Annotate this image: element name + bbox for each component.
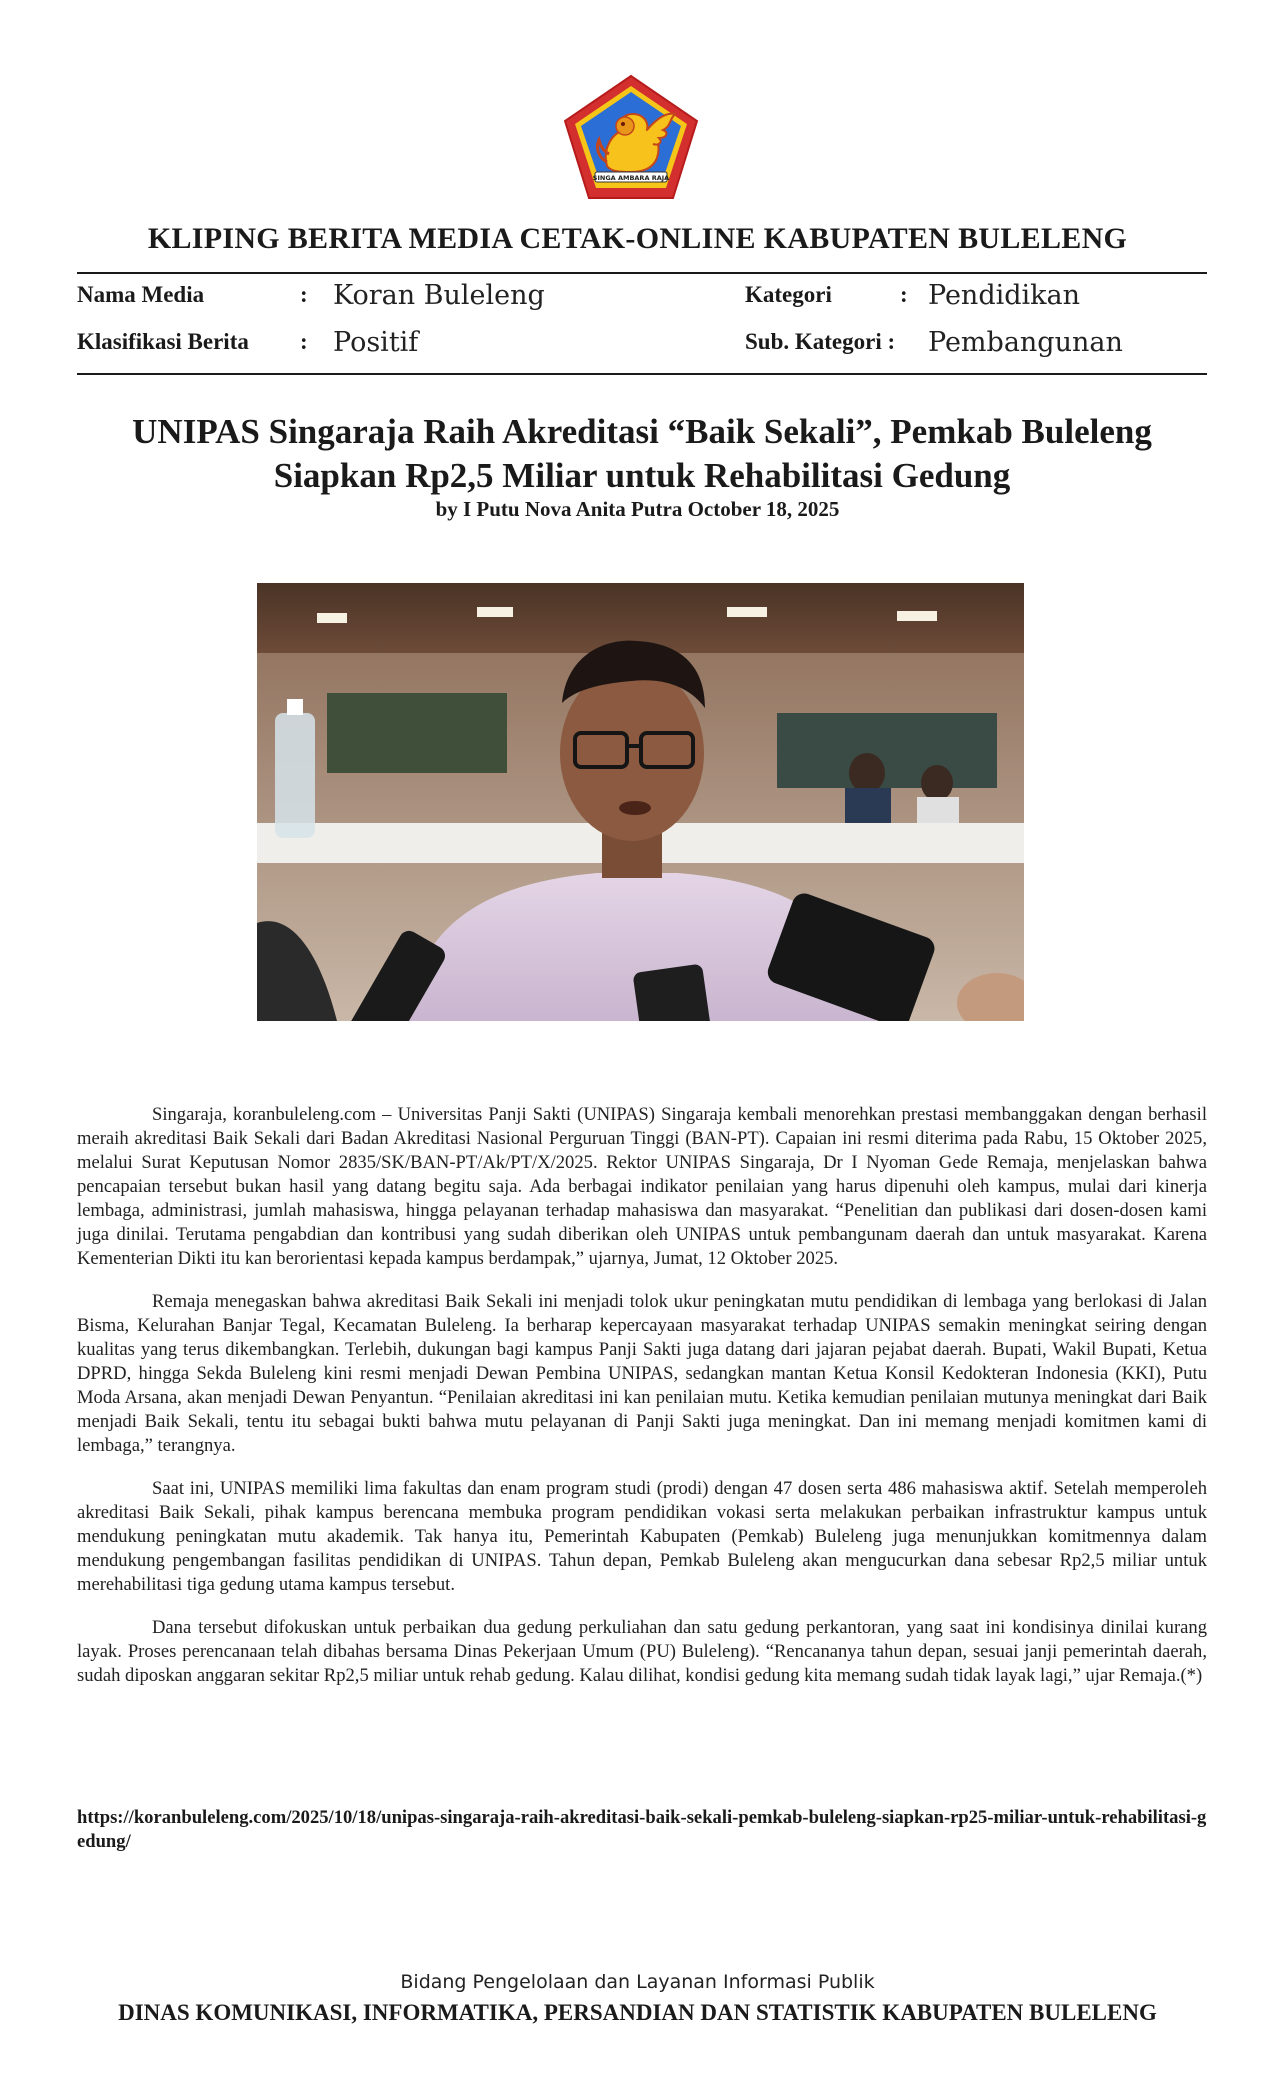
source-url-link[interactable]: https://koranbuleleng.com/2025/10/18/unipas-singaraja-raih-akreditasi-baik-sekali-pemkab-buleleng-siapkan-rp25-miliar-untuk-rehabilitasi-gedung/ [77, 1807, 1207, 1852]
footer-agency: DINAS KOMUNIKASI, INFORMATIKA, PERSANDIAN DAN STATISTIK KABUPATEN BULELENG [118, 2000, 1157, 2025]
media-value: Koran Buleleng [333, 280, 545, 311]
subkategori-label: Sub. Kategori : [745, 329, 896, 354]
header-bottom-rule [77, 373, 1207, 375]
kliping-title: KLIPING BERITA MEDIA CETAK-ONLINE KABUPATEN BULELENG [147, 222, 1128, 255]
kategori-label: Kategori [745, 282, 832, 307]
media-label: Nama Media [77, 282, 205, 307]
klasifikasi-colon: : [300, 329, 308, 354]
article-headline: UNIPAS Singaraja Raih Akreditasi “Baik Sekali”, Pemkab Buleleng Siapkan Rp2,5 Miliar untuk Rehabilitasi Gedung [132, 412, 1152, 495]
article-paragraph-2: Remaja menegaskan bahwa akreditasi Baik Sekali ini menjadi tolok ukur peningkatan mutu pendidikan di lembaga yang berlokasi di Jalan Bisma, Kelurahan Banjar Tegal, Kecamatan Buleleng. Ia berharap kepercayaan masyarakat terhadap UNIPAS semakin meningkat seiring dengan kualitas yang terus dikembangkan. Terlebih, dukungan bagi kampus Panji Sakti juga datang dari jajaran pejabat daerah. Bupati, Wakil Bupati, Ketua DPRD, hingga Sekda Buleleng kini resmi menjadi Dewan Pembina UNIPAS, sedangkan mantan Ketua Konsil Kedokteran Indonesia (KKI), Putu Moda Arsana, akan menjadi Dewan Penyantun. “Penilaian akreditasi ini kan penilaian mutu. Ketika kemudian penilaian mutunya meningkat dari Baik menjadi Baik Sekali, tentu itu sebagai bukti bahwa mutu pelayanan di Panji Sakti juga meningkat. Dan ini memang menjadi komitmen kami di lembaga,” terangnya. [77, 1291, 1207, 1456]
logo-motto-text: SINGA AMBARA RAJA [592, 174, 670, 182]
kategori-value: Pendidikan [928, 280, 1081, 311]
article-paragraph-4: Dana tersebut difokuskan untuk perbaikan dua gedung perkuliahan dan satu gedung perkantoran, yang saat ini kondisinya dinilai kurang layak. Proses perencanaan telah dibahas bersama Dinas Pekerjaan Umum (PU) Buleleng). “Rencananya tahun depan, sesuai janji pemerintah daerah, sudah diposkan anggaran sekitar Rp2,5 miliar untuk rehab gedung. Kalau dilihat, kondisi gedung kita memang sudah tidak layak lagi,” ujar Remaja.(*) [77, 1617, 1207, 1686]
article-paragraph-3: Saat ini, UNIPAS memiliki lima fakultas dan enam program studi (prodi) dengan 47 dosen serta 486 mahasiswa aktif. Setelah memperoleh akreditasi Baik Sekali, pihak kampus berencana membuka program pendidikan vokasi serta melakukan perbaikan infrastruktur kampus untuk mendukung peningkatan mutu akademik. Tak hanya itu, Pemerintah Kabupaten (Pemkab) Buleleng juga menunjukkan komitmennya dalam mendukung pengembangan fasilitas pendidikan di UNIPAS. Tahun depan, Pemkab Buleleng akan mengucurkan dana sebesar Rp2,5 miliar untuk merehabilitasi tiga gedung utama kampus tersebut. [77, 1478, 1207, 1595]
footer-department: Bidang Pengelolaan dan Layanan Informasi Publik [400, 1971, 875, 1993]
article-byline: by I Putu Nova Anita Putra October 18, 2025 [435, 497, 840, 521]
article-paragraph-1: Singaraja, koranbuleleng.com – Universitas Panji Sakti (UNIPAS) Singaraja kembali menorehkan prestasi membanggakan dengan berhasil meraih akreditasi Baik Sekali dari Badan Akreditasi Nasional Perguruan Tinggi (BAN-PT). Capaian ini resmi diterima pada Rabu, 15 Oktober 2025, melalui Surat Keputusan Nomor 2835/SK/BAN-PT/Ak/PT/X/2025. Rektor UNIPAS Singaraja, Dr I Nyoman Gede Remaja, menjelaskan bahwa pencapaian tersebut bukan hasil yang datang begitu saja. Ada berbagai indikator penilaian yang harus dipenuhi oleh kampus, mulai dari kinerja lembaga, administrasi, jumlah mahasiswa, hingga pelayanan terhadap mahasiswa dan masyarakat. “Penelitian dan publikasi dari dosen-dosen kami juga dinilai. Terutama pengabdian dan kontribusi yang sudah diberikan oleh UNIPAS untuk pembangunam daerah dan untuk masyarakat. Karena Kementerian Dikti itu kan berorientasi kepada kampus berdampak,” ujarnya, Jumat, 12 Oktober 2025. [77, 1104, 1207, 1269]
klasifikasi-label: Klasifikasi Berita [77, 329, 249, 354]
klasifikasi-value: Positif [333, 327, 419, 358]
article-body [77, 1103, 1207, 1707]
article-photo [257, 583, 1024, 1021]
header-top-rule [77, 272, 1207, 274]
kategori-colon: : [900, 282, 908, 307]
kabupaten-buleleng-logo [563, 74, 699, 200]
media-colon: : [300, 282, 308, 307]
subkategori-value: Pembangunan [928, 327, 1123, 358]
